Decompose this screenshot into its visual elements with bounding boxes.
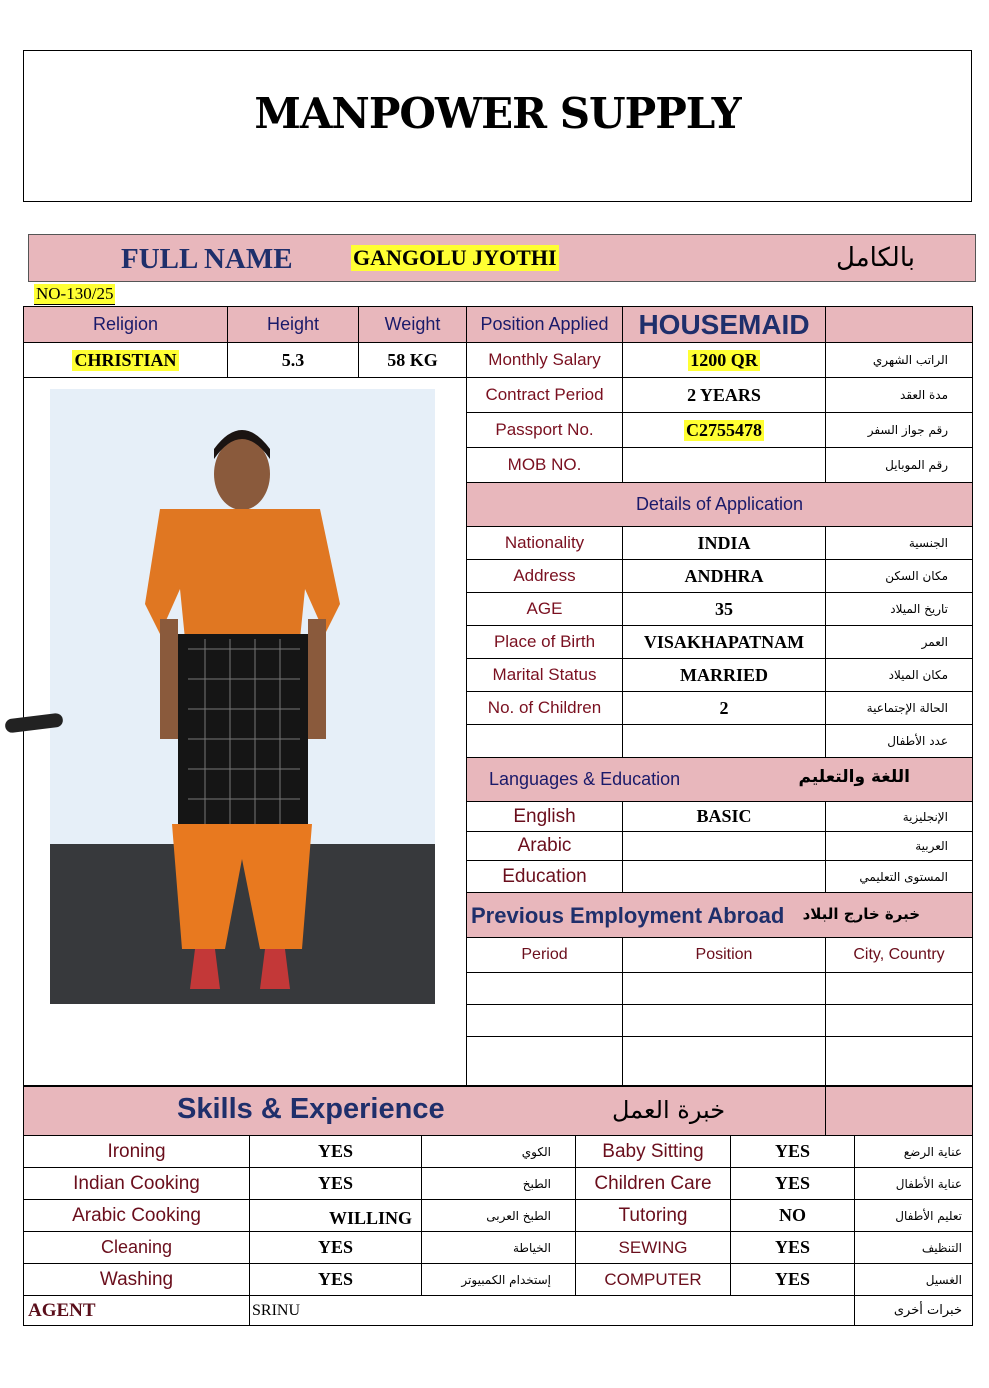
employment-position-header: Position bbox=[622, 937, 826, 973]
skill-indian-cooking-label: Indian Cooking bbox=[23, 1167, 250, 1200]
employment-heading: Previous Employment Abroad bbox=[471, 903, 785, 928]
mobile-value bbox=[622, 447, 826, 483]
skill-ironing-value: YES bbox=[249, 1135, 422, 1168]
place-of-birth-value: VISAKHAPATNAM bbox=[622, 625, 826, 659]
monthly-salary-label: Monthly Salary bbox=[466, 342, 623, 378]
contract-period-value: 2 YEARS bbox=[622, 377, 826, 413]
skill-arabic-cooking-value: WILLING bbox=[249, 1199, 422, 1232]
position-applied-header: Position Applied bbox=[466, 306, 623, 343]
agent-value: SRINU bbox=[249, 1295, 855, 1326]
candidate-photo bbox=[50, 389, 435, 1004]
marital-status-label-arabic: مكان الميلاد bbox=[825, 658, 973, 692]
arabic-label-arabic: العربية bbox=[825, 831, 973, 861]
age-label: AGE bbox=[466, 592, 623, 626]
skill-baby-sitting-arabic: عناية الرضع bbox=[854, 1135, 973, 1168]
languages-heading-arabic: اللغة والتعليم bbox=[798, 767, 910, 787]
weight-header: Weight bbox=[358, 306, 467, 343]
agent-label: AGENT bbox=[23, 1295, 250, 1326]
languages-heading: Languages & Education bbox=[489, 769, 681, 789]
skill-arabic-cooking-arabic: الطبخ العربى bbox=[421, 1199, 576, 1232]
marital-status-value: MARRIED bbox=[622, 658, 826, 692]
religion-value: CHRISTIAN bbox=[74, 349, 177, 370]
religion-header: Religion bbox=[23, 306, 228, 343]
skill-computer-value: YES bbox=[730, 1263, 855, 1296]
passport-label: Passport No. bbox=[466, 412, 623, 448]
skill-ironing-label: Ironing bbox=[23, 1135, 250, 1168]
skill-tutoring-arabic: تعليم الأطفال bbox=[854, 1199, 973, 1232]
main-grid bbox=[23, 306, 973, 1086]
application-blank-label bbox=[466, 724, 623, 758]
languages-heading-row bbox=[466, 757, 973, 802]
application-blank-value bbox=[622, 724, 826, 758]
header-blank-cell bbox=[825, 306, 973, 343]
skill-tutoring-label: Tutoring bbox=[575, 1199, 731, 1232]
skill-washing-arabic: إستخدام الكمبيوتر bbox=[421, 1263, 576, 1296]
skill-tutoring-value: NO bbox=[730, 1199, 855, 1232]
full-name-label-arabic: بالكامل bbox=[836, 243, 915, 273]
children-value: 2 bbox=[622, 691, 826, 725]
page-title: MANPOWER SUPPLY bbox=[254, 89, 741, 138]
candidate-photo-illustration bbox=[50, 389, 435, 1004]
skills-heading-blank bbox=[825, 1086, 973, 1136]
skill-sewing-arabic: التنظيف bbox=[854, 1231, 973, 1264]
skill-baby-sitting-label: Baby Sitting bbox=[575, 1135, 731, 1168]
agent-label-arabic: خبرات أخرى bbox=[854, 1295, 973, 1326]
contract-period-label: Contract Period bbox=[466, 377, 623, 413]
employment-heading-row bbox=[466, 892, 973, 938]
skill-indian-cooking-arabic: الطبخ bbox=[421, 1167, 576, 1200]
skill-cleaning-arabic: الخياطة bbox=[421, 1231, 576, 1264]
education-value bbox=[622, 860, 826, 893]
marital-status-label: Marital Status bbox=[466, 658, 623, 692]
employment-heading-arabic: خبرة خارج البلاد bbox=[802, 905, 920, 923]
employment-row-3-position bbox=[622, 1036, 826, 1086]
arabic-label: Arabic bbox=[466, 831, 623, 861]
employment-row-3-period bbox=[466, 1036, 623, 1086]
address-value: ANDHRA bbox=[622, 559, 826, 593]
skill-indian-cooking-value: YES bbox=[249, 1167, 422, 1200]
mobile-label-arabic: رقم الموبايل bbox=[825, 447, 973, 483]
skills-heading-row bbox=[23, 1086, 826, 1136]
employment-row-2-period bbox=[466, 1004, 623, 1037]
skills-section bbox=[23, 1086, 973, 1326]
employment-row-1-period bbox=[466, 972, 623, 1005]
arabic-value bbox=[622, 831, 826, 861]
skill-children-care-value: YES bbox=[730, 1167, 855, 1200]
monthly-salary-value: 1200 QR bbox=[690, 349, 758, 370]
nationality-value: INDIA bbox=[622, 526, 826, 560]
skill-cleaning-label: Cleaning bbox=[23, 1231, 250, 1264]
full-name-label: FULL NAME bbox=[121, 243, 293, 275]
skill-washing-value: YES bbox=[249, 1263, 422, 1296]
age-label-arabic: تاريخ الميلاد bbox=[825, 592, 973, 626]
skill-computer-arabic: الغسيل bbox=[854, 1263, 973, 1296]
age-value: 35 bbox=[622, 592, 826, 626]
monthly-salary-value-cell bbox=[622, 342, 826, 378]
skill-cleaning-value: YES bbox=[249, 1231, 422, 1264]
english-value: BASIC bbox=[622, 801, 826, 832]
children-label-arabic: الحالة الإجتماعية bbox=[825, 691, 973, 725]
employment-row-1-position bbox=[622, 972, 826, 1005]
number-of-children-label-arabic: عدد الأطفال bbox=[825, 724, 973, 758]
employment-period-header: Period bbox=[466, 937, 623, 973]
passport-value-cell bbox=[622, 412, 826, 448]
passport-label-arabic: رقم جواز السفر bbox=[825, 412, 973, 448]
employment-city-header: City, Country bbox=[825, 937, 973, 973]
full-name-value: GANGOLU JYOTHI bbox=[353, 245, 557, 270]
employment-row-2-position bbox=[622, 1004, 826, 1037]
weight-value: 58 KG bbox=[358, 342, 467, 378]
passport-value: C2755478 bbox=[686, 419, 762, 440]
children-label: No. of Children bbox=[466, 691, 623, 725]
mobile-label: MOB NO. bbox=[466, 447, 623, 483]
details-of-application-heading: Details of Application bbox=[466, 482, 973, 527]
address-label: Address bbox=[466, 559, 623, 593]
height-header: Height bbox=[227, 306, 359, 343]
religion-value-cell bbox=[23, 342, 228, 378]
skill-sewing-value: YES bbox=[730, 1231, 855, 1264]
skill-sewing-label: SEWING bbox=[575, 1231, 731, 1264]
address-label-arabic: مكان السكن bbox=[825, 559, 973, 593]
english-label: English bbox=[466, 801, 623, 832]
skill-ironing-arabic: الكوي bbox=[421, 1135, 576, 1168]
nationality-label-arabic: الجنسية bbox=[825, 526, 973, 560]
education-label: Education bbox=[466, 860, 623, 893]
employment-row-1-city bbox=[825, 972, 973, 1005]
contract-period-label-arabic: مدة العقد bbox=[825, 377, 973, 413]
employment-row-3-city bbox=[825, 1036, 973, 1086]
skill-washing-label: Washing bbox=[23, 1263, 250, 1296]
title-box bbox=[23, 50, 972, 202]
skill-baby-sitting-value: YES bbox=[730, 1135, 855, 1168]
monthly-salary-label-arabic: الراتب الشهري bbox=[825, 342, 973, 378]
skill-computer-label: COMPUTER bbox=[575, 1263, 731, 1296]
skills-heading: Skills & Experience bbox=[177, 1093, 445, 1125]
education-label-arabic: المستوى التعليمي bbox=[825, 860, 973, 893]
skills-heading-arabic: خبرة العمل bbox=[612, 1096, 726, 1124]
english-label-arabic: الإنجليزية bbox=[825, 801, 973, 832]
full-name-bar bbox=[28, 234, 976, 282]
employment-row-2-city bbox=[825, 1004, 973, 1037]
height-value: 5.3 bbox=[227, 342, 359, 378]
nationality-label: Nationality bbox=[466, 526, 623, 560]
position-applied-value: HOUSEMAID bbox=[622, 306, 826, 343]
place-of-birth-label: Place of Birth bbox=[466, 625, 623, 659]
skill-arabic-cooking-label: Arabic Cooking bbox=[23, 1199, 250, 1232]
reference-number: NO-130/25 bbox=[36, 284, 114, 303]
place-of-birth-label-arabic: العمر bbox=[825, 625, 973, 659]
skill-children-care-arabic: عناية الأطفال bbox=[854, 1167, 973, 1200]
skill-children-care-label: Children Care bbox=[575, 1167, 731, 1200]
